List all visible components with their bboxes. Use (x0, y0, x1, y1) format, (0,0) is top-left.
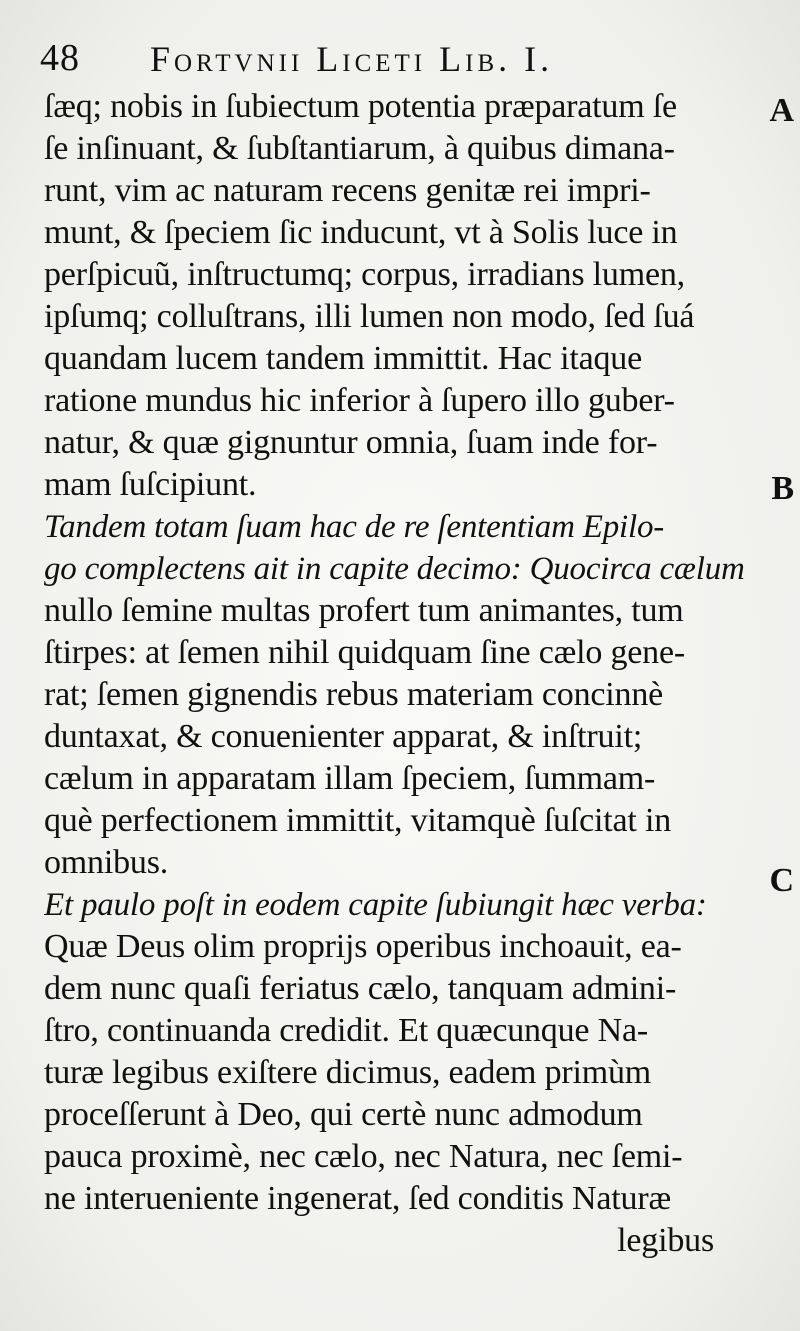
text-line: ſæq; nobis in ſubiectum potentia præparatum ſe (44, 88, 677, 125)
text-line: natur, & quæ gignuntur omnia, ſuam inde for- (44, 424, 658, 461)
text-line: nullo ſemine multas profert tum animantes, tum (44, 592, 684, 629)
text-line: ſtirpes: at ſemen nihil quidquam ſine cælo gene- (44, 634, 685, 671)
text-line: perſpicuũ, inſtructumq; corpus, irradians lumen, (44, 256, 685, 293)
page-header (40, 28, 760, 88)
text-line-italic: Tandem totam ſuam hac de re ſententiam Epilo- (44, 509, 665, 545)
text-line: duntaxat, & conuenienter apparat, & inſtruit; (44, 718, 643, 755)
text-line: Quæ Deus olim proprijs operibus inchoauit, ea- (44, 928, 682, 965)
text-line: ſtro, continuanda credidit. Et quæcunque Na- (44, 1012, 648, 1049)
page-number: 48 (40, 37, 80, 79)
catchword: legibus (617, 1222, 714, 1259)
margin-marker-b: B (771, 470, 794, 507)
text-line: proceſſerunt à Deo, qui certè nunc admodum (44, 1096, 643, 1133)
text-line: dem nunc quaſi feriatus cælo, tanquam admini- (44, 970, 677, 1007)
text-line: ratione mundus hic inferior à ſupero illo guber- (44, 382, 675, 419)
text-line: quandam lucem tandem immittit. Hac itaque (44, 340, 642, 377)
text-line-italic: go complectens ait in capite decimo: Quocirca cælum (44, 551, 745, 587)
running-head: Fortvnii Liceti Lib. I. (150, 39, 554, 79)
text-line: turæ legibus exiſtere dicimus, eadem primùm (44, 1054, 652, 1091)
text-line: rat; ſemen gignendis rebus materiam concinnè (44, 676, 664, 713)
margin-marker-c: C (769, 862, 794, 899)
text-line: ipſumq; colluſtrans, illi lumen non modo, ſed ſuá (44, 298, 695, 335)
text-line: què perfectionem immittit, vitamquè ſuſcitat in (44, 802, 671, 839)
text-line-italic: Et paulo poſt in eodem capite ſubiungit hæc verba: (44, 887, 707, 923)
text-line: mam ſuſcipiunt. (44, 466, 257, 503)
text-line: omnibus. (44, 844, 169, 881)
text-line: pauca proximè, nec cælo, nec Natura, nec ſemi- (44, 1138, 683, 1175)
text-line: runt, vim ac naturam recens genitæ rei impri- (44, 172, 651, 209)
text-line: munt, & ſpeciem ſic inducunt, vt à Solis luce in (44, 214, 678, 251)
text-line: ne interueniente ingenerat, ſed conditis Naturæ (44, 1180, 671, 1217)
margin-marker-a: A (769, 92, 794, 129)
text-line: ſe inſinuant, & ſubſtantiarum, à quibus dimana- (44, 130, 675, 167)
text-line: cælum in apparatam illam ſpeciem, ſummam- (44, 760, 656, 797)
body-text (44, 86, 750, 1262)
